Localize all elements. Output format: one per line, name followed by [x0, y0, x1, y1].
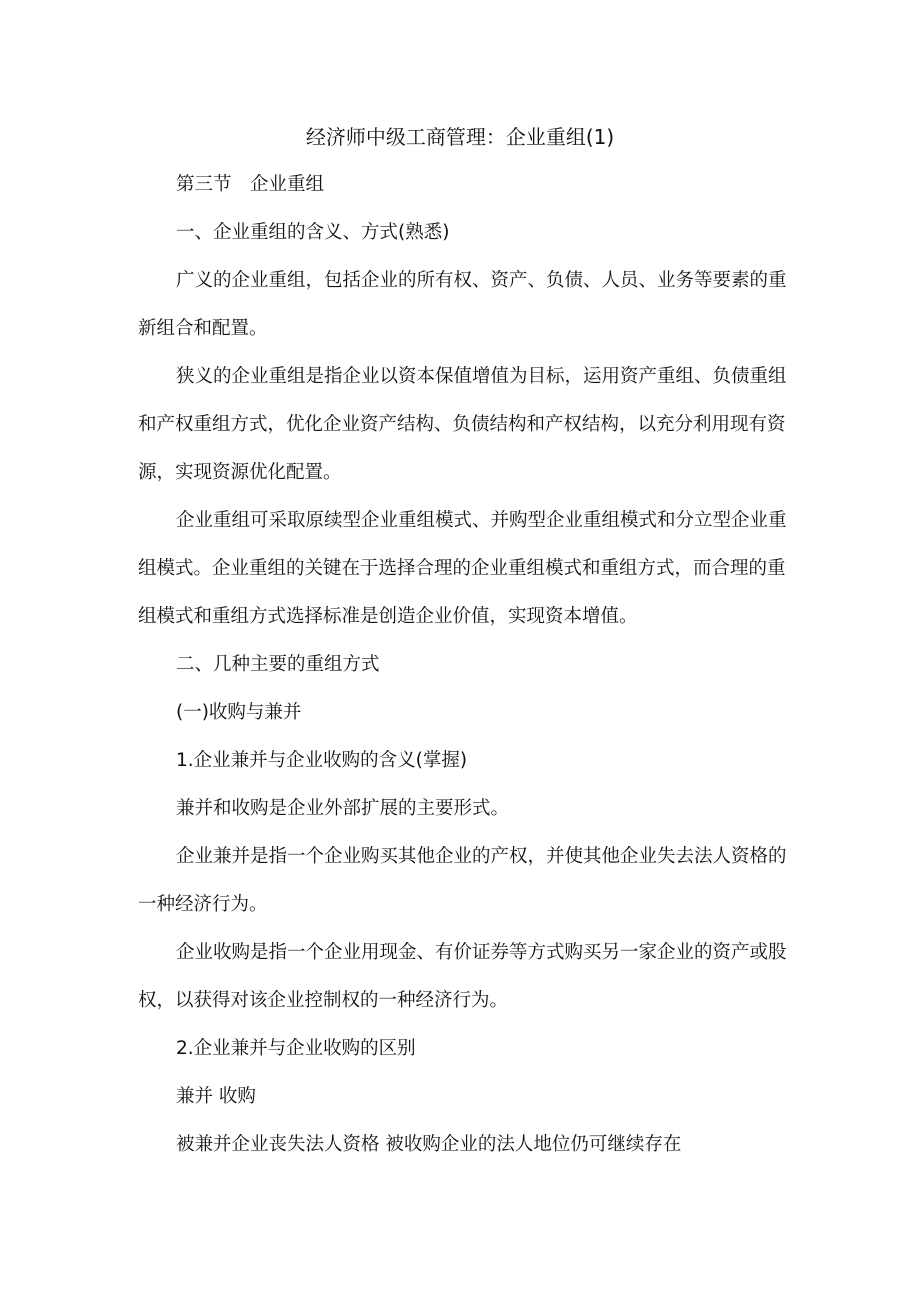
text-line: 权，以获得对该企业控制权的一种经济行为。	[138, 990, 509, 1011]
text-line: 新组合和配置。	[138, 318, 268, 339]
text-line: 组模式。企业重组的关键在于选择合理的企业重组模式和重组方式，而合理的重	[138, 558, 786, 579]
paragraph	[138, 840, 798, 936]
text-line: 组模式和重组方式选择标准是创造企业价值，实现资本增值。	[138, 606, 638, 627]
paragraph	[138, 696, 798, 744]
text-line: 第三节 企业重组	[176, 174, 325, 195]
text-line: 兼并 收购	[176, 1086, 256, 1107]
paragraph	[138, 504, 798, 648]
paragraph	[138, 216, 798, 264]
text-line: 企业重组可采取原续型企业重组模式、并购型企业重组模式和分立型企业重	[176, 510, 787, 531]
text-line: 被兼并企业丧失法人资格 被收购企业的法人地位仍可继续存在	[176, 1134, 682, 1155]
paragraph	[138, 1128, 798, 1176]
text-line: 企业兼并是指一个企业购买其他企业的产权，并使其他企业失去法人资格的	[176, 846, 787, 867]
text-line: 和产权重组方式，优化企业资产结构、负债结构和产权结构，以充分利用现有资	[138, 414, 786, 435]
text-line: (一)收购与兼并	[176, 702, 302, 723]
paragraph	[138, 648, 798, 696]
paragraph	[138, 1080, 798, 1128]
text-line: 2.企业兼并与企业收购的区别	[176, 1038, 416, 1059]
text-line: 广义的企业重组，包括企业的所有权、资产、负债、人员、业务等要素的重	[176, 270, 787, 291]
text-line: 源，实现资源优化配置。	[138, 462, 342, 483]
paragraph	[138, 936, 798, 1032]
text-line: 一种经济行为。	[138, 894, 268, 915]
document-body	[138, 168, 798, 1176]
text-line: 狭义的企业重组是指企业以资本保值增值为目标，运用资产重组、负债重组	[176, 366, 787, 387]
text-line: 一、企业重组的含义、方式(熟悉)	[176, 222, 450, 243]
text-line: 二、几种主要的重组方式	[176, 654, 380, 675]
text-line: 1.企业兼并与企业收购的含义(掌握)	[176, 750, 468, 771]
document-title: 经济师中级工商管理：企业重组(1)	[305, 125, 615, 149]
paragraph	[138, 264, 798, 360]
text-line: 企业收购是指一个企业用现金、有价证券等方式购买另一家企业的资产或股	[176, 942, 787, 963]
paragraph	[138, 360, 798, 504]
paragraph	[138, 792, 798, 840]
paragraph	[138, 744, 798, 792]
text-line: 兼并和收购是企业外部扩展的主要形式。	[176, 798, 510, 819]
paragraph	[138, 168, 798, 216]
paragraph	[138, 1032, 798, 1080]
